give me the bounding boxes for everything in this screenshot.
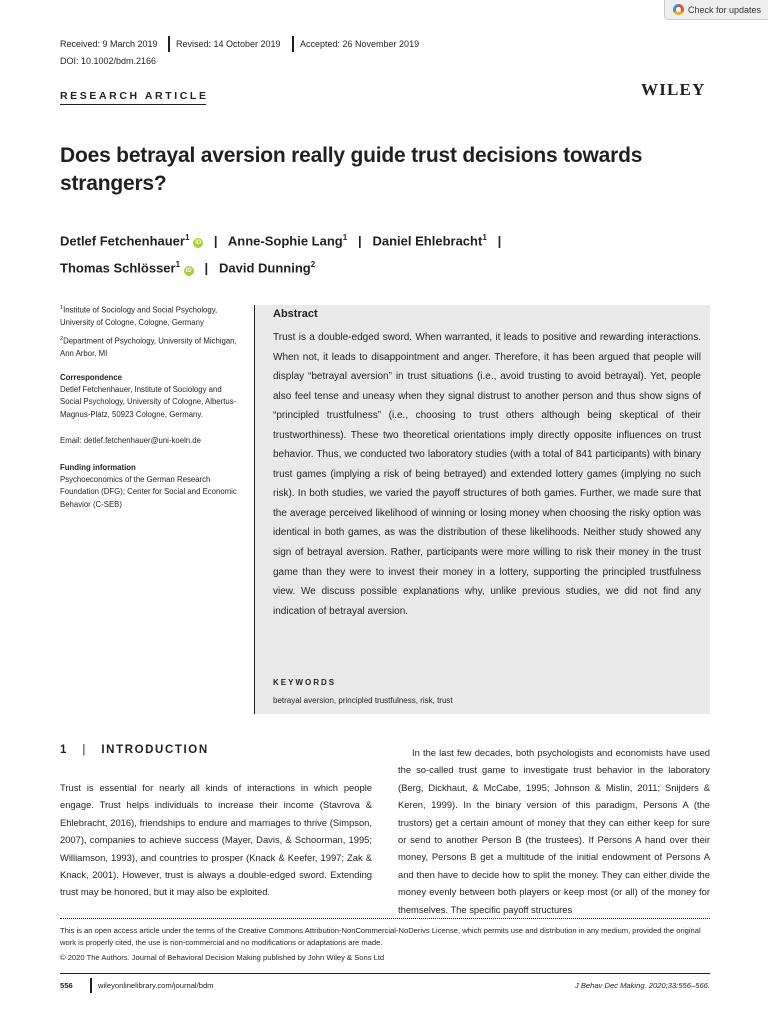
- page-number: 556: [60, 981, 73, 990]
- article-type-underline: [60, 104, 206, 105]
- affiliation-mark: 1: [342, 233, 348, 242]
- affiliation-mark: 1: [175, 260, 181, 270]
- affiliation-number: 2: [60, 336, 64, 342]
- author-list: [60, 226, 501, 281]
- footer-separator: [90, 978, 92, 993]
- check-for-updates-button[interactable]: [664, 0, 768, 20]
- author-name: Detlef Fetchenhauer: [60, 233, 185, 249]
- abstract-heading: Abstract: [273, 308, 318, 320]
- license-divider: [60, 918, 710, 919]
- footer-divider: [60, 973, 710, 974]
- author-name: Thomas Schlösser: [60, 260, 176, 276]
- divider: [168, 36, 170, 52]
- correspondence-text: Detlef Fetchenhauer, Institute of Sociology and Social Psychology, University of Cologne, Albertus-Magnus-Platz, 50923 Cologne, Germany.: [60, 385, 237, 419]
- section-separator: |: [82, 744, 87, 756]
- section-number: 1: [60, 744, 68, 756]
- affiliation-text: Institute of Sociology and Social Psychology, University of Cologne, Cologne, Germany: [60, 305, 218, 327]
- affiliation-mark: 1: [184, 233, 190, 242]
- accepted-date: Accepted: 26 November 2019: [300, 39, 420, 49]
- author-name: David Dunning: [219, 260, 311, 276]
- affiliation-1: [60, 302, 246, 329]
- check-for-updates-label: Check for updates: [688, 4, 762, 15]
- doi: DOI: 10.1002/bdm.2166: [60, 56, 157, 66]
- license-text: This is an open access article under the terms of the Creative Commons Attribution-NonCommercial-NoDerivs License, which permits use and distribution in any medium, provided the original work is properly cited, the use is non-commercial and no modifications or adaptations are made.: [60, 926, 701, 948]
- intro-left-paragraph: Trust is essential for nearly all kinds of interactions in which people engage. Trust helps individuals to increase their income (Stavrova & Ehlebracht, 2016), friendships to endure and marriages to thrive (Simpson, 2007), companies to achieve success (Mayer, Davis, & Schoorman, 1995; Williamson, 1993), and countries to prosper (Knack & Keefer, 1997; Zak & Knack, 2001). However, trust is always a double-edged sword. Extending trust may be honored, but it may also be exploited.: [60, 782, 372, 898]
- funding-text: Psychoeconomics of the German Research Foundation (DFG); Center for Social and Economic Behavior (C-SEB): [60, 475, 237, 509]
- journal-url[interactable]: wileyonlinelibrary.com/journal/bdm: [98, 981, 214, 990]
- revised-date: Revised: 14 October 2019: [176, 39, 281, 49]
- crossmark-icon: [673, 4, 684, 15]
- orcid-icon[interactable]: iD: [195, 240, 202, 247]
- keywords-heading: KEYWORDS: [273, 678, 337, 687]
- correspondence-heading: Correspondence: [60, 373, 122, 382]
- author-name: Anne-Sophie Lang: [227, 233, 343, 249]
- author-name: Daniel Ehlebracht: [372, 233, 483, 249]
- affiliation-mark: 1: [482, 233, 487, 242]
- intro-right-paragraph: In the last few decades, both psychologists and economists have used the so-called trust game to investigate trust behavior in the laboratory (Berg, Dickhaut, & McCabe, 1995; Johnson & Mislin, 2011; Snijders & Keren, 1999). In the binary version of this paradigm, Persons A (the trustors) get a certain amount of money that they can either keep for sure or send to another Person B (the trustees). If Persons A hand over their money, Persons B get a multitude of the initial endowment of Persons A and then have to decide how to split the money. They can either divide the money evenly between both players or keep most (or all) of the money for themselves. The specific payoff structures: [398, 747, 710, 915]
- copyright-text: © 2020 The Authors. Journal of Behavioral Decision Making published by John Wiley & Sons Ltd: [60, 953, 385, 962]
- author-line-1: Detlef Fetchenhauer$^1$ iD | Anne-Sophie Lang$^1$ | Daniel Ehlebracht$^1$ |: [60, 233, 502, 249]
- section-heading: [60, 744, 209, 756]
- affiliation-2: [60, 333, 246, 360]
- funding-heading: Funding information: [60, 463, 136, 472]
- affiliation-number: 1: [60, 305, 64, 311]
- article-type: RESEARCH ARTICLE: [60, 90, 209, 102]
- affiliation-text: Department of Psychology, University of Michigan, Ann Arbor, MI: [60, 336, 237, 358]
- journal-citation: J Behav Dec Making. 2020;33:556–566.: [574, 981, 710, 990]
- abstract-box: [254, 305, 710, 714]
- affiliation-mark: 2: [310, 260, 316, 270]
- abstract-text: Trust is a double-edged sword. When warranted, it leads to positive and rewarding interactions. When not, it leads to disappointment and anger. Therefore, it has been argued that people will display “betrayal aversion” in trust situations (i.e., avoid trusting to avoid betrayal). Yet, people also feel tense and uneasy when they signal distrust to another person and thus show signs of “principled trustfulness” (i.e., choosing to trust others although being skeptical of their trustworthiness). These two theoretical orientations imply directly opposite influences on trust behavior. Thus, we conducted two laboratory studies (with a total of 841 participants) with binary trust games (implying a risk of being betrayed) and extended lottery games (implying no such risk). In both studies, we varied the payoff structures of both games. Further, we made sure that the average perceived likelihood of winning or losing money when choosing the risky option was identical in both games, as was the distribution of these likelihoods. Neither study showed any sign of betrayal aversion. Rather, participants were more willing to risk their money in the trust game than they were to invest their money in a lottery, supporting the principled trustfulness view. We discuss possible explanations why, unlike previous studies, we did not find any indication of betrayal aversion.: [273, 332, 701, 617]
- correspondence-email[interactable]: Email: detlef.fetchenhauer@uni-koeln.de: [60, 436, 201, 445]
- publisher-logo: WILEY: [641, 80, 706, 99]
- keywords: betrayal aversion, principled trustfulness, risk, trust: [273, 696, 453, 705]
- article-title: Does betrayal aversion really guide trust decisions towards strangers?: [60, 144, 643, 195]
- orcid-icon[interactable]: iD: [185, 267, 192, 274]
- author-line-2: Thomas Schlösser$^1$ iD | David Dunning$^2$: [60, 260, 316, 276]
- received-date: Received: 9 March 2019: [60, 39, 158, 49]
- section-title: INTRODUCTION: [101, 744, 209, 756]
- divider: [292, 36, 294, 52]
